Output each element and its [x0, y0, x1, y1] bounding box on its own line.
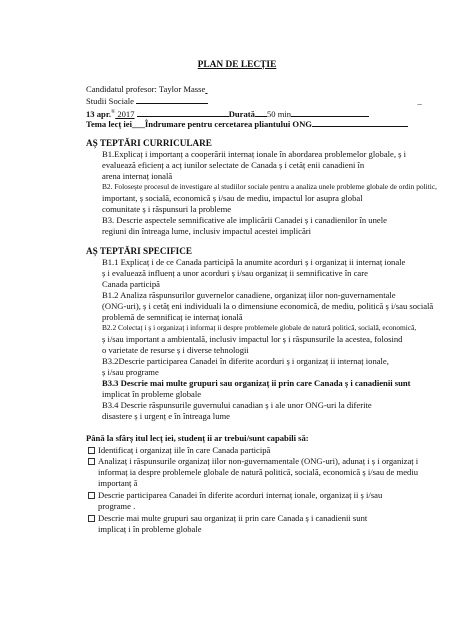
specific-line: B1.1 Explicaț i de ce Canada participă la anumite acorduri ș i organizaț ii internaț ionale [102, 257, 406, 267]
specific-line: disastere ș i urgenț e în întreaga lume [102, 411, 230, 421]
list-item-continued: programe . [98, 501, 136, 511]
specific-line: Canada participă [102, 279, 160, 289]
candidate-line: Candidatul profesor: Taylor Masse [86, 84, 206, 94]
list-item: Analizaț i răspunsurile organizaț iilor non-guvernamentale (ONG-uri), adunaț i ș i organizaț i [88, 456, 418, 466]
specific-line: B1.2 Analiza răspunsurilor guvernelor canadiene, organizaț iilor non-guvernamentale [102, 290, 396, 300]
specific-line: ș i/sau programe [102, 367, 159, 377]
specific-line: (ONG-uri), ș i cetăț eni individuali la o dimensiune economică, de mediu, politică ș i/sau socială [102, 301, 434, 311]
subject-line: Studii Sociale _ [86, 96, 422, 106]
checkbox-icon [88, 447, 95, 454]
curriculum-line: comunitate ș i răspunsuri la probleme [102, 204, 232, 214]
specific-line: problemă de semnificaț ie internaț ională [102, 312, 243, 322]
stray-mark: _ [417, 96, 422, 106]
specific-line: B2.2 Colectaț i ș i organizaț i informaț ii despre problemele globale de natură politică, socială, economică, [102, 323, 417, 332]
specific-heading: AȘ TEPTĂRI SPECIFICE [86, 246, 193, 256]
outcomes-heading: Până la sfârș itul lecț iei, studenț ii ar trebui/sunt capabili să: [86, 433, 309, 443]
list-item: Descrie participarea Canadei în diferite acorduri internaț ionale, organizaț ii ș i/sau [88, 490, 382, 500]
specific-line: B3.4 Descrie răspunsurile guvernului canadian ș i ale unor ONG-uri la diferite [102, 400, 372, 410]
checkbox-icon [88, 515, 95, 522]
list-item: Identificaț i organizaț iile în care Canada participă [88, 445, 270, 455]
curriculum-line: arena internaț ională [102, 171, 173, 181]
list-item-continued: informaț ia despre problemele globale de natură politică, socială, economică ș i/sau de mediu [98, 467, 418, 477]
list-item-continued: implicaț i în probleme globale [98, 524, 202, 534]
list-item: Descrie mai multe grupuri sau organizaț ii prin care Canada ș i canadienii sunt [88, 513, 367, 523]
curriculum-line: B3. Descrie aspectele semnificative ale implicării Canadei ș i canadienilor în unele [102, 215, 387, 225]
specific-line: B3.3 Descrie mai multe grupuri sau organizaț ii prin care Canada ș i canadienii sunt [102, 378, 411, 388]
curriculum-line: evaluează eficienț a acț iunilor selectate de Canada ș i cetăț enii canadieni în [102, 160, 365, 170]
date-line: 13 apr.® 2017 Durată 50 min [86, 107, 369, 119]
specific-line: B3.2Descrie participarea Canadei în diferite acorduri ș i organizaț ii internaț ionale, [102, 356, 389, 366]
page-title: PLAN DE LECȚIE [197, 60, 277, 70]
curriculum-heading: AȘ TEPTĂRI CURRICULARE [86, 138, 212, 148]
specific-line: ș i evaluează influenț a unor acorduri ș i/sau organizaț ii semnificative în care [102, 268, 368, 278]
curriculum-line: B2. Folosește procesul de investigare al studiilor sociale pentru a analiza unele probleme globale de ordin politic, [102, 182, 437, 191]
checkbox-icon [88, 492, 95, 499]
checkbox-icon [88, 458, 95, 465]
curriculum-line: important, ș socială, economică ș i/sau de mediu, impactul lor asupra global [102, 193, 363, 203]
curriculum-line: regiuni din întreaga lume, inclusiv impactul acestei implicări [102, 226, 312, 236]
specific-line: ș i/sau important a ambientală, inclusiv impactul lor ș i răspunsurile la acestea, folosind [102, 334, 403, 344]
list-item-continued: importanț ă [98, 478, 138, 488]
curriculum-line: B1.Explicaț i importanț a cooperării internaț ionale în abordarea problemelor globale, ș i [102, 149, 407, 159]
specific-line: implicat în probleme globale [102, 389, 202, 399]
specific-line: o varietate de resurse ș i diverse tehnologii [102, 345, 249, 355]
topic-line: Tema lecț iei___Îndrumare pentru cercetarea pliantului ONG [86, 118, 408, 129]
